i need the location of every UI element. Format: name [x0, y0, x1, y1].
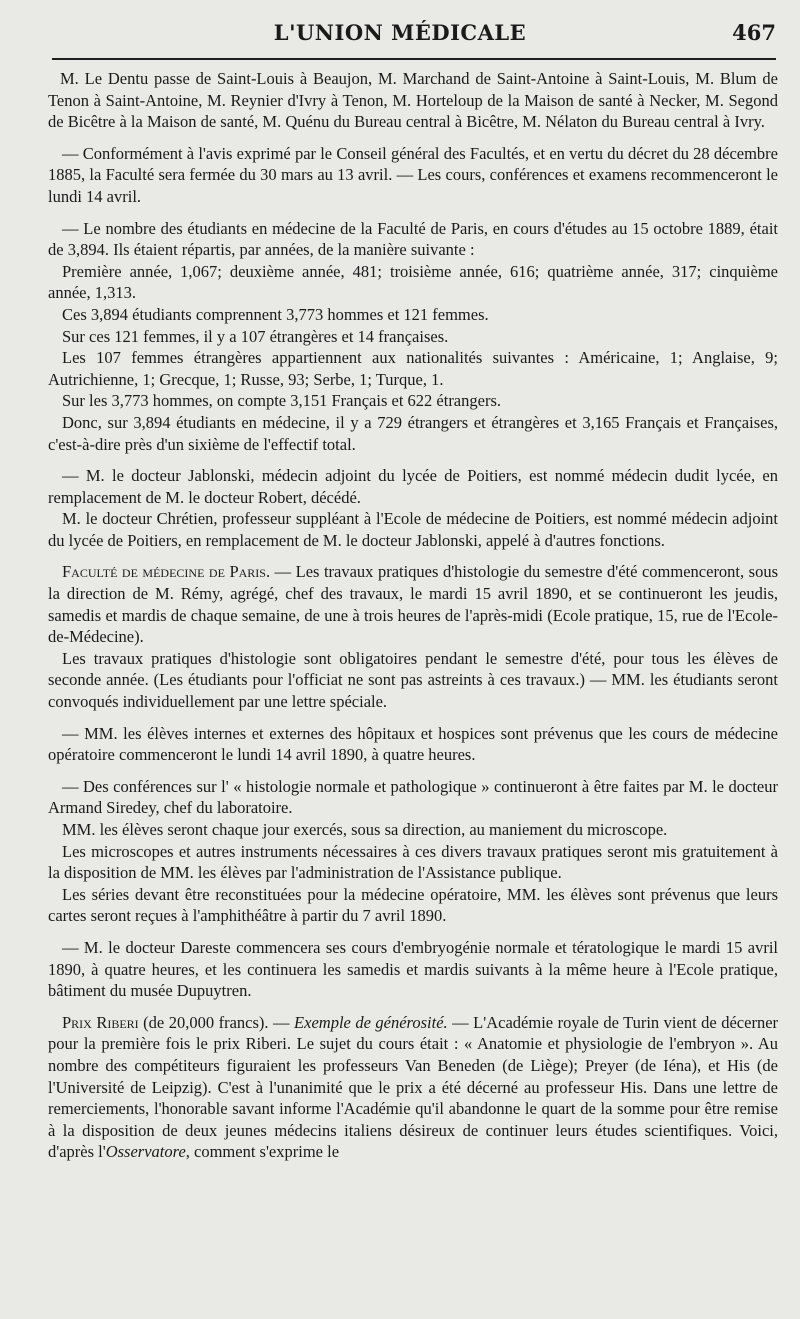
- paragraph-microscope: MM. les élèves seront chaque jour exercés, sous sa direction, au maniement du microscope.: [62, 820, 668, 839]
- faculte-text: — Les travaux pratiques d'histologie du semestre d'été commenceront, sous la direction de M. Rémy, agrégé, chef des travaux, le mardi 15 avril 1890, et se continueront les jeudis, samedis et mardis de chaque semaine, de une à trois heures de l'après-midi (Ecole pratique, 15, rue de l'Ecole-de-Médecine).: [48, 562, 779, 647]
- paragraph-men-women: Ces 3,894 étudiants comprennent 3,773 hommes et 121 femmes.: [62, 304, 489, 324]
- paragraph-instruments: Les microscopes et autres instruments nécessaires à ces divers travaux pratiques seront mis gratuitement à la disposition de MM. les élèves par l'administration de l'Assistance publique.: [48, 841, 778, 883]
- prix-amount: (de 20,000 francs). —: [138, 1012, 295, 1032]
- paragraph-histology: Les travaux pratiques d'histologie sont obligatoires pendant le semestre d'été, pour tous les élèves de seconde année. (Les étudiants pour l'officiat ne sont pas astreints à ces travaux.) — MM. les étudiants seront convoqués individuellement par une lettre spéciale.: [48, 648, 778, 712]
- paragraph-years: Première année, 1,067; deuxième année, 481; troisième année, 616; quatrième année, 317; cinquième année, 1,313.: [48, 261, 778, 303]
- page-number: 467: [732, 20, 776, 45]
- running-title: L'UNION MÉDICALE: [273, 20, 527, 45]
- running-head: [0, 18, 800, 48]
- paragraph-operative: — MM. les élèves internes et externes des hôpitaux et hospices sont prévenus que les cours de médecine opératoire commenceront le lundi 14 avril 1890, à quatre heures.: [48, 723, 778, 765]
- prix-heading: Prix Riberi: [62, 1012, 139, 1032]
- paragraph-jablonski: — M. le docteur Jablonski, médecin adjoint du lycée de Poitiers, est nommé médecin dudit lycée, en remplacement de M. le docteur Robert, décédé.: [48, 466, 778, 507]
- paragraph-chretien: M. le docteur Chrétien, professeur suppléant à l'Ecole de médecine de Poitiers, est nommé médecin adjoint du lycée de Poitiers, en remplacement de M. le docteur Jablonski, appelé à d'autres fonctions.: [48, 509, 778, 550]
- faculte-heading: Faculté de médecine de Paris.: [62, 562, 271, 582]
- article-body: [48, 68, 778, 1163]
- paragraph-faculte: [48, 561, 778, 647]
- paragraph-men-split: Sur les 3,773 hommes, on compte 3,151 Français et 622 étrangers.: [62, 391, 501, 411]
- paragraph-closure: — Conformément à l'avis exprimé par le Conseil général des Facultés, et en vertu du décret du 28 décembre 1885, la Faculté sera fermée du 30 mars au 13 avril. — Les cours, conférences et examens recommenceront le lundi 14 avril.: [48, 143, 778, 206]
- paragraph-series: Les séries devant être reconstituées pour la médecine opératoire, MM. les élèves sont prévenus que leurs cartes seront reçues à l'amphithéâtre à partir du 7 avril 1890.: [48, 884, 778, 926]
- paragraph-student-count: — Le nombre des étudiants en médecine de la Faculté de Paris, en cours d'études au 15 octobre 1889, était de 3,894. Ils étaient répartis, par années, de la manière suivante :: [48, 218, 778, 260]
- prix-text: — L'Académie royale de Turin vient de décerner pour la première fois le prix Riberi. Le sujet du cours était : « Anatomie et physiologie de l'embryon ». Au nombre des compétiteurs figuraient les professeurs Van Beneden (de Liège); Preyer (de Iéna), et His (de l'Université de Leipzig). C'est à l'unanimité que le prix a été décerné au professeur His. Dans une lettre de remerciements, l'honorable savant informe l'Académie qu'il abandonne le quart de la somme pour être remise à la disposition de deux jeunes médecins italiens désireux de continuer leurs études scientifiques. Voici, d'après l': [48, 1012, 779, 1162]
- prix-text-end: , comment s'exprime le: [185, 1142, 340, 1162]
- paragraph-nationalities: Les 107 femmes étrangères appartiennent aux nationalités suivantes : Américaine, 1; Anglaise, 9; Autrichienne, 1; Grecque, 1; Russe, 93; Serbe, 1; Turque, 1.: [48, 348, 778, 389]
- prix-subtitle: Exemple de générosité.: [294, 1012, 448, 1032]
- paragraph-transfers: M. Le Dentu passe de Saint-Louis à Beaujon, M. Marchand de Saint-Antoine à Saint-Louis, M. Blum de Tenon à Saint-Antoine, M. Reynier d'Ivry à Tenon, M. Horteloup de la Maison de santé à Necker, M. Segond de Bicêtre à la Maison de santé, M. Quénu du Bureau central à Bicêtre, M. Nélaton du Bureau central à Ivry.: [48, 69, 778, 132]
- header-rule: [52, 58, 776, 60]
- paragraph-women-split: Sur ces 121 femmes, il y a 107 étrangères et 14 françaises.: [62, 326, 449, 346]
- paragraph-prix-riberi: [48, 1012, 778, 1163]
- paragraph-dareste: — M. le docteur Dareste commencera ses cours d'embryogénie normale et tératologique le mardi 15 avril 1890, à quatre heures, et les continuera les samedis et mardis suivants à la même heure à l'Ecole pratique, bâtiment du musée Dupuytren.: [48, 937, 778, 1001]
- prix-source: Osservatore: [105, 1142, 186, 1162]
- paragraph-conferences: — Des conférences sur l' « histologie normale et pathologique » continueront à être faites par M. le docteur Armand Siredey, chef du laboratoire.: [48, 776, 778, 818]
- paragraph-total: Donc, sur 3,894 étudiants en médecine, il y a 729 étrangers et étrangères et 3,165 Français et Françaises, c'est-à-dire près d'un sixième de l'effectif total.: [48, 412, 778, 454]
